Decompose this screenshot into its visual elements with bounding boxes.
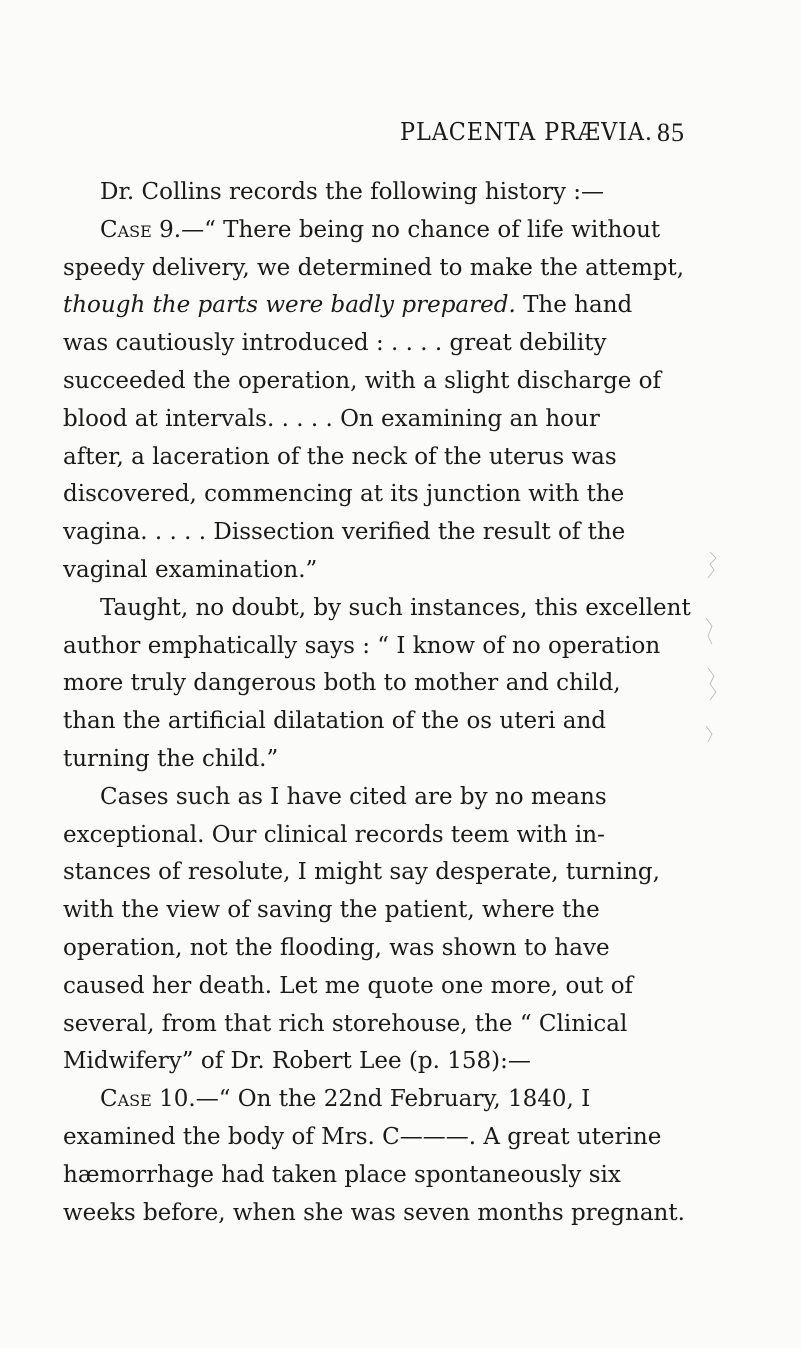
line-text: succeeded the operation, with a slight discharge of — [63, 367, 662, 394]
line-text: Midwifery” of Dr. Robert Lee (p. 158):— — [63, 1048, 531, 1075]
text-line — [63, 325, 705, 363]
line-text: discovered, commencing at its junction with the — [63, 481, 625, 508]
line-text: than the artificial dilatation of the os uteri and — [63, 708, 606, 735]
text-line — [63, 741, 705, 779]
text-line — [63, 174, 705, 212]
page-header — [200, 118, 685, 158]
emphasis-text: though the parts were badly prepared. — [63, 292, 516, 319]
line-text: weeks before, when she was seven months pregnant. — [63, 1199, 685, 1226]
line-text: The hand — [515, 292, 633, 319]
text-line — [63, 401, 705, 439]
line-text: Taught, no doubt, by such instances, this excellent — [100, 594, 691, 621]
text-line — [63, 1195, 705, 1233]
line-text: examined the body of Mrs. C———. A great uterine — [63, 1123, 662, 1150]
line-text: caused her death. Let me quote one more, out of — [63, 972, 634, 999]
line-text: —“ There being no chance of life without — [181, 216, 661, 243]
line-text: vaginal examination.” — [63, 556, 318, 583]
line-text: stances of resolute, I might say desperate, turning, — [63, 859, 660, 886]
text-line — [63, 1157, 705, 1195]
page-number: 85 — [657, 118, 685, 147]
text-line — [63, 212, 705, 250]
line-text: Cases such as I have cited are by no means — [100, 783, 607, 810]
text-line — [63, 439, 705, 477]
text-line — [63, 930, 705, 968]
margin-mark-1 — [708, 552, 716, 578]
text-line — [63, 968, 705, 1006]
text-line — [63, 1006, 705, 1044]
line-text: exceptional. Our clinical records teem with in- — [63, 821, 605, 848]
text-line — [63, 703, 705, 741]
line-text: —“ On the 22nd February, 1840, I — [195, 1086, 591, 1113]
line-text: blood at intervals. . . . . On examining an hour — [63, 405, 600, 432]
text-line — [63, 590, 705, 628]
line-text: speedy delivery, we determined to make the attempt, — [63, 254, 685, 281]
line-text: author emphatically says : “ I know of no operation — [63, 632, 661, 659]
text-line — [63, 552, 705, 590]
line-text: with the view of saving the patient, where the — [63, 897, 600, 924]
line-text: after, a laceration of the neck of the uterus was — [63, 443, 617, 470]
margin-mark-4 — [706, 726, 712, 742]
margin-mark-3 — [708, 668, 716, 700]
line-text: was cautiously introduced : . . . . great debility — [63, 330, 607, 357]
text-line — [63, 287, 705, 325]
text-line — [63, 779, 705, 817]
line-text: vagina. . . . . Dissection verified the result of the — [63, 519, 626, 546]
text-line — [63, 514, 705, 552]
running-head: PLACENTA PRÆVIA. — [400, 118, 653, 146]
case-label: Case 9. — [100, 216, 182, 243]
text-line — [63, 363, 705, 401]
text-line — [63, 1119, 705, 1157]
line-text: Dr. Collins records the following history :— — [100, 179, 605, 205]
binding-margin-mark — [696, 548, 726, 748]
text-line — [63, 854, 705, 892]
body-text — [63, 174, 705, 1232]
text-line — [63, 1081, 705, 1119]
text-line — [63, 892, 705, 930]
margin-mark-2 — [706, 618, 712, 644]
line-text: hæmorrhage had taken place spontaneously six — [63, 1161, 621, 1188]
text-line — [63, 250, 705, 288]
line-text: several, from that rich storehouse, the “ Clinical — [63, 1010, 628, 1037]
text-line — [63, 628, 705, 666]
text-line — [63, 817, 705, 855]
case-label: Case 10. — [100, 1086, 196, 1113]
text-line — [63, 1043, 705, 1081]
line-text: turning the child.” — [63, 745, 279, 772]
line-text: operation, not the flooding, was shown to have — [63, 934, 610, 961]
text-line — [63, 665, 705, 703]
text-line — [63, 476, 705, 514]
line-text: more truly dangerous both to mother and child, — [63, 670, 621, 697]
